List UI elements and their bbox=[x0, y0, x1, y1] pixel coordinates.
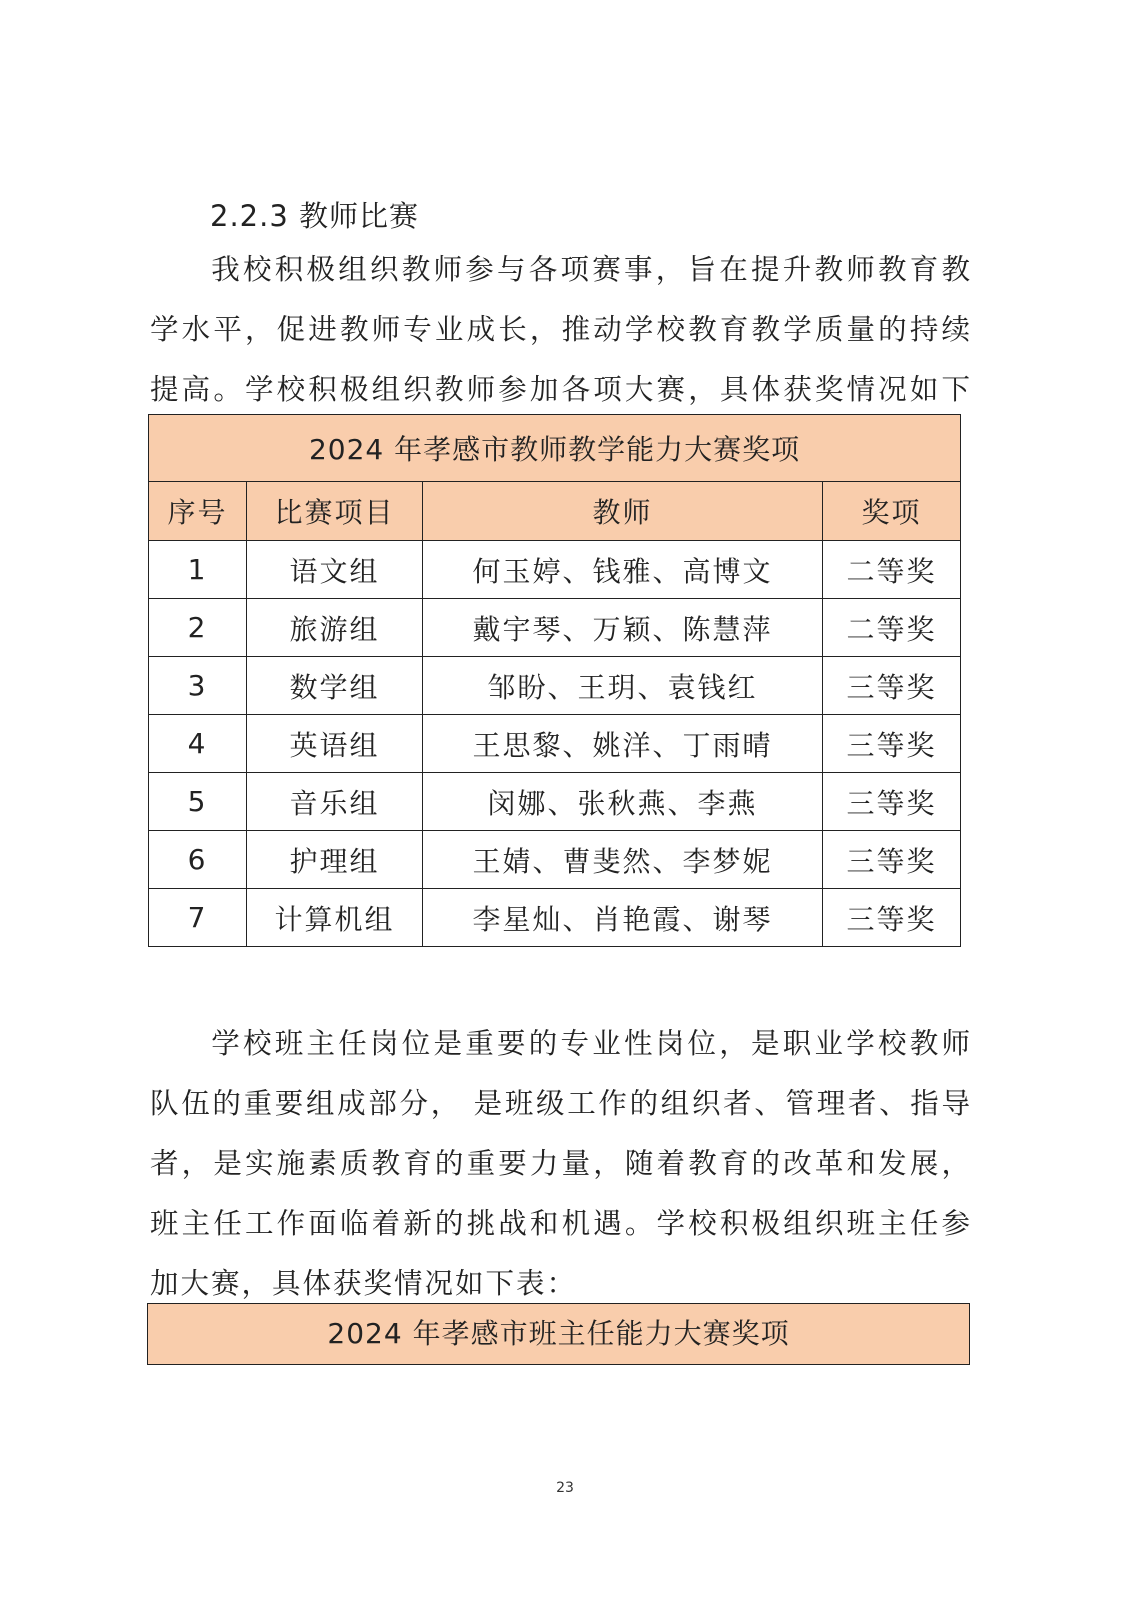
row-award: 三等奖 bbox=[823, 657, 961, 715]
header-cell: 奖项 bbox=[823, 482, 961, 541]
table-row bbox=[149, 831, 961, 889]
header-cell: 序号 bbox=[149, 482, 247, 541]
row-index: 1 bbox=[149, 541, 247, 599]
row-event: 语文组 bbox=[247, 541, 423, 599]
table-row bbox=[149, 657, 961, 715]
row-teachers: 王思黎、姚洋、丁雨晴 bbox=[423, 715, 823, 773]
row-index: 5 bbox=[149, 773, 247, 831]
head-teacher-paragraph-text: 学校班主任岗位是重要的专业性岗位，是职业学校教师队伍的重要组成部分， 是班级工作的组织者、管理者、指导者，是实施素质教育的重要力量，随着教育的改革和发展，班主任工作面临着新的挑战和机遇。学校积极组织班主任参加大赛，具体获奖情况如下表： bbox=[150, 1027, 972, 1300]
row-award: 二等奖 bbox=[823, 541, 961, 599]
table-title: 2024 年孝感市教师教学能力大赛奖项 bbox=[149, 415, 961, 482]
row-index: 4 bbox=[149, 715, 247, 773]
row-award: 三等奖 bbox=[823, 715, 961, 773]
head-teacher-awards-table-title: 2024 年孝感市班主任能力大赛奖项 bbox=[147, 1303, 970, 1365]
row-event: 计算机组 bbox=[247, 889, 423, 947]
intro-paragraph-text: 我校积极组织教师参与各项赛事，旨在提升教师教育教学水平，促进教师专业成长，推动学校教育教学质量的持续提高。学校积极组织教师参加各项大赛，具体获奖情况如下 bbox=[150, 253, 972, 406]
row-award: 二等奖 bbox=[823, 599, 961, 657]
row-teachers: 李星灿、肖艳霞、谢琴 bbox=[423, 889, 823, 947]
teacher-awards-table bbox=[148, 414, 961, 947]
section-heading: 2.2.3 教师比赛 bbox=[210, 199, 420, 233]
row-teachers: 戴宇琴、万颖、陈慧萍 bbox=[423, 599, 823, 657]
row-index: 6 bbox=[149, 831, 247, 889]
row-award: 三等奖 bbox=[823, 773, 961, 831]
table-row bbox=[149, 889, 961, 947]
row-index: 7 bbox=[149, 889, 247, 947]
row-index: 2 bbox=[149, 599, 247, 657]
table-row bbox=[149, 599, 961, 657]
row-event: 护理组 bbox=[247, 831, 423, 889]
table-header-row bbox=[149, 482, 961, 541]
row-teachers: 王婧、曹斐然、李梦妮 bbox=[423, 831, 823, 889]
header-cell: 教师 bbox=[423, 482, 823, 541]
row-teachers: 闵娜、张秋燕、李燕 bbox=[423, 773, 823, 831]
table-row bbox=[149, 773, 961, 831]
row-event: 英语组 bbox=[247, 715, 423, 773]
row-teachers: 何玉婷、钱雅、高博文 bbox=[423, 541, 823, 599]
table-row bbox=[149, 541, 961, 599]
row-award: 三等奖 bbox=[823, 889, 961, 947]
row-event: 音乐组 bbox=[247, 773, 423, 831]
table-row bbox=[149, 715, 961, 773]
row-award: 三等奖 bbox=[823, 831, 961, 889]
row-teachers: 邹盼、王玥、袁钱红 bbox=[423, 657, 823, 715]
row-index: 3 bbox=[149, 657, 247, 715]
page-number: 23 bbox=[556, 1480, 574, 1496]
row-event: 数学组 bbox=[247, 657, 423, 715]
header-cell: 比赛项目 bbox=[247, 482, 423, 541]
row-event: 旅游组 bbox=[247, 599, 423, 657]
head-teacher-paragraph bbox=[150, 1014, 972, 1314]
